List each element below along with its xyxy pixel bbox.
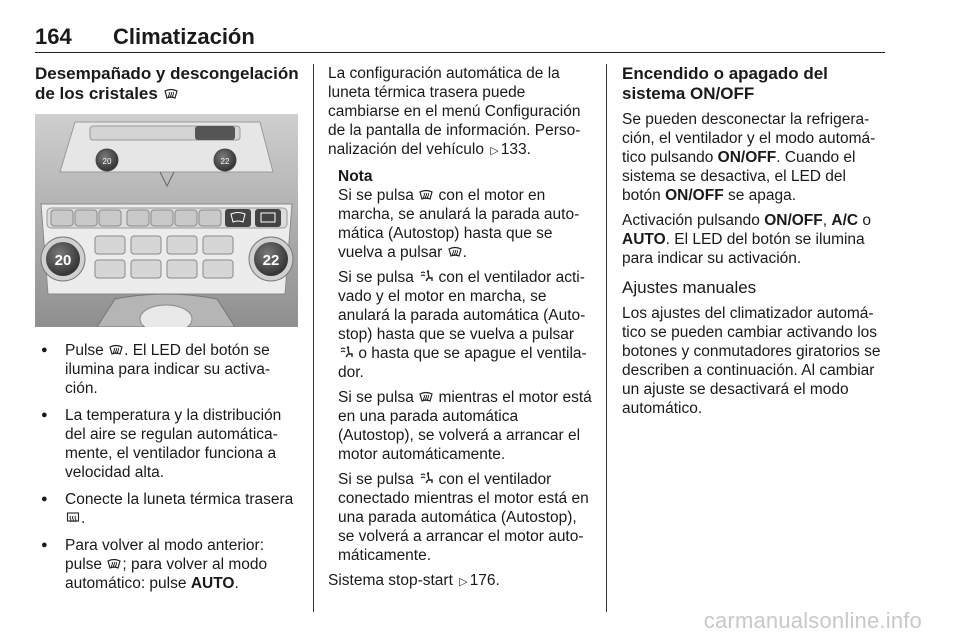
note-text: Si se pulsa (338, 389, 414, 406)
column-2 (328, 64, 593, 598)
rear-window-heater-icon (66, 511, 80, 524)
page-header (35, 24, 885, 54)
bullet-text: ; para volver al modo automático: pulse (65, 556, 268, 592)
watermark: carmanualsonline.info (703, 608, 922, 633)
column-3 (622, 64, 888, 424)
ac-label: A/C (831, 212, 859, 229)
body-text: , (822, 212, 828, 229)
manual-settings-paragraph: Los ajustes del climatizador automá-tico se pueden cambiar activando los botones y conmutadores giratorios se describen a continuación. Al cambiar un ajuste se desactivará el modo automático. (622, 305, 881, 417)
note-text: con el ventilador conectado mientras el motor está en una parada automática (Autostop), se volverá a arrancar el motor auto-máticamente. (338, 471, 589, 564)
list-item (35, 341, 300, 398)
bullet-text: La temperatura y la distribución del aire se regulan automática-mente, el ventilador funciona a velocidad alta. (65, 407, 282, 481)
windshield-defrost-icon (164, 87, 178, 100)
intro-paragraph (328, 64, 593, 161)
body-text: Activación pulsando (622, 212, 760, 229)
note-paragraph-3 (338, 388, 593, 464)
note-text: Si se pulsa (338, 471, 414, 488)
column-1 (35, 64, 300, 601)
windshield-defrost-icon (109, 343, 123, 356)
windshield-defrost-icon (107, 557, 121, 570)
list-item (35, 536, 300, 593)
defrost-heading-line2: de los cristales (35, 84, 158, 103)
body-text: . Cuando el sistema se desactiva, el LED del botón (622, 149, 856, 204)
on-off-label: ON/OFF (717, 149, 777, 166)
note-block (328, 167, 593, 565)
page-reference[interactable]: 133. (500, 141, 531, 158)
bullet-text: . (81, 510, 86, 527)
auto-label: AUTO (622, 231, 666, 248)
page-number: 164 (35, 24, 72, 49)
bullet-text: . El LED del botón se ilumina para indicar su activa-ción. (65, 342, 271, 397)
body-text: . El LED del botón se ilumina para indicar su activación. (622, 231, 865, 267)
bullet-text: . (234, 575, 239, 592)
defrost-heading-line1: Desempañado y descongelación (35, 64, 299, 83)
intro-text: La configuración automática de la luneta térmica trasera puede cambiarse en el menú Configuración de la pantalla de información. Perso-nalización del vehículo (328, 65, 581, 158)
body-text: Se pueden desconectar la refrigera-ción, el ventilador y el modo automá-tico pulsando (622, 111, 876, 166)
stop-start-reference (328, 571, 593, 592)
left-temp-readout: 20 (54, 252, 72, 269)
on-off-paragraph-1 (622, 110, 888, 205)
note-text: . (462, 244, 467, 261)
page-reference-arrow-icon: ▷ (490, 145, 499, 157)
manual-settings-heading: Ajustes manuales (622, 278, 757, 297)
on-off-label: ON/OFF (764, 212, 823, 229)
bullet-text: Pulse (65, 342, 104, 359)
note-paragraph-2 (338, 268, 593, 382)
list-item (35, 490, 300, 528)
climate-panel-illustration (35, 114, 298, 327)
fan-seat-icon (419, 472, 433, 485)
section-title: Climatización (113, 24, 255, 49)
body-text: o (862, 212, 872, 229)
windshield-defrost-icon (419, 390, 433, 403)
column-divider-1 (313, 64, 314, 612)
windshield-defrost-icon (419, 188, 433, 201)
upper-left-temp-readout: 20 (102, 157, 112, 166)
header-divider (35, 52, 885, 53)
note-text: mientras el motor está en una parada automática (Autostop), se volverá a arrancar el motor automáticamente. (338, 389, 592, 463)
on-off-label: ON/OFF (665, 187, 724, 204)
note-text: con el motor en marcha, se anulará la parada auto-mática (Autostop) hasta que se vuelva a pulsar (338, 187, 580, 261)
note-text: Si se pulsa (338, 269, 414, 286)
page-reference-arrow-icon: ▷ (459, 576, 468, 588)
on-off-paragraph-2 (622, 211, 888, 268)
note-text: con el ventilador acti-vado y el motor en marcha, se anulará la parada automática (Auto-stop) hasta que se vuelva a pulsar (338, 269, 586, 343)
list-item (35, 406, 300, 482)
stop-start-label: Sistema stop-start (328, 572, 453, 589)
column-divider-2 (606, 64, 607, 612)
upper-right-temp-readout: 22 (220, 157, 230, 166)
note-paragraph-4 (338, 470, 593, 565)
climate-control-panel-figure (35, 114, 298, 327)
fan-seat-icon (419, 270, 433, 283)
note-text: Si se pulsa (338, 187, 414, 204)
defrost-steps-list (35, 341, 300, 593)
bullet-text: Conecte la luneta térmica trasera (65, 491, 294, 508)
auto-label: AUTO (190, 575, 235, 592)
defrost-heading (35, 64, 300, 104)
body-text: se apaga. (727, 187, 797, 204)
fan-seat-icon (339, 346, 353, 359)
note-paragraph-1 (338, 186, 593, 262)
note-text: o hasta que se apague el ventila-dor. (338, 345, 587, 381)
note-title: Nota (338, 168, 373, 185)
on-off-heading: Encendido o apagado del sistema ON/OFF (622, 64, 828, 103)
right-temp-readout: 22 (262, 252, 280, 269)
windshield-defrost-icon (448, 245, 462, 258)
page-reference[interactable]: 176. (469, 572, 500, 589)
bullet-text: Para volver al modo anterior: pulse (65, 537, 265, 573)
